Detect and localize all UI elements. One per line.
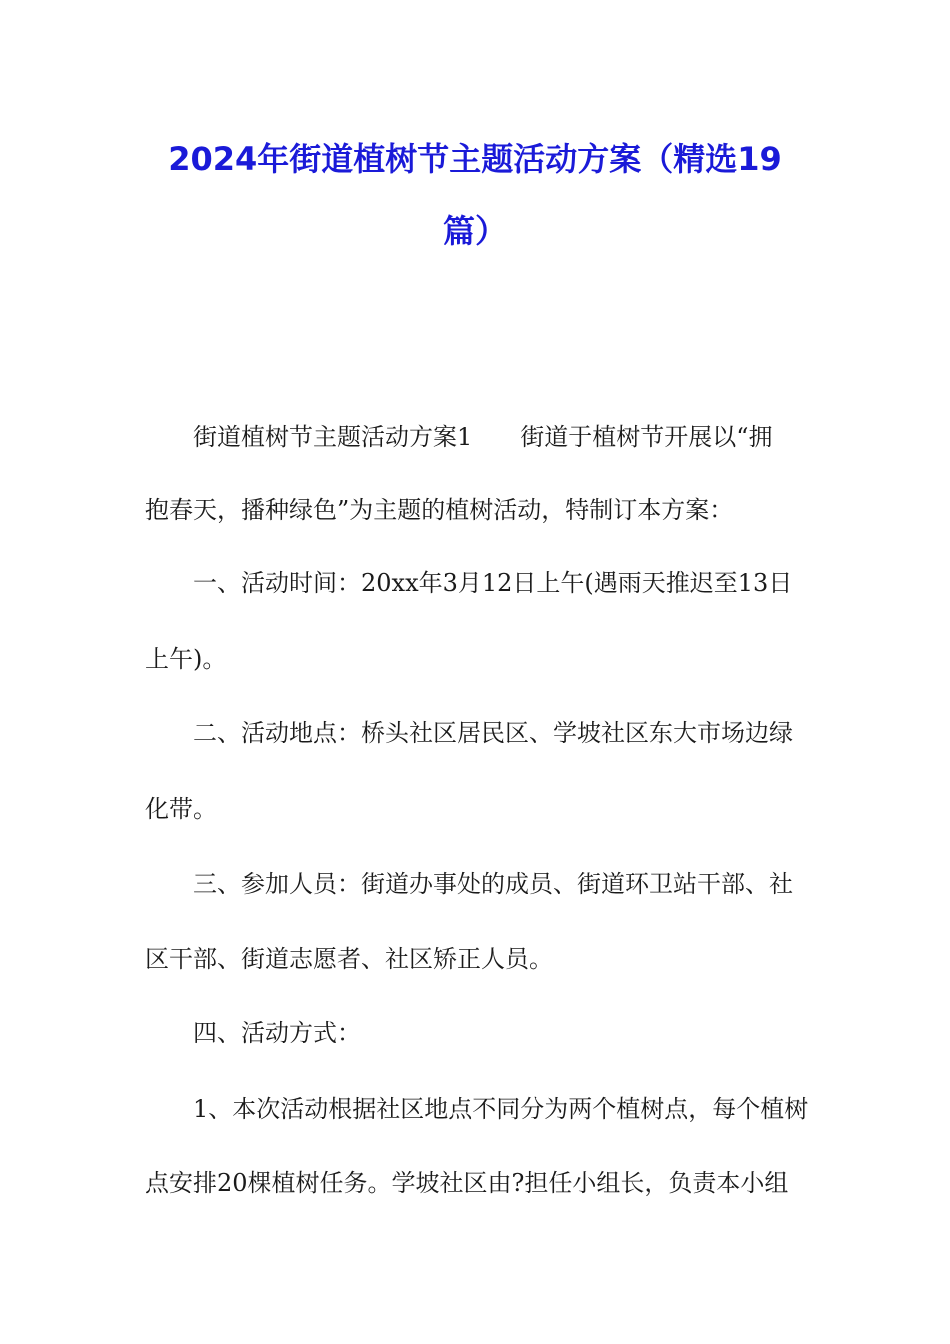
paragraph-line-7: 三、参加人员：街道办事处的成员、街道环卫站干部、社 bbox=[193, 870, 793, 898]
paragraph-line-6: 化带。 bbox=[145, 795, 217, 823]
paragraph-line-4: 上午)。 bbox=[145, 645, 227, 673]
paragraph-line-9: 四、活动方式： bbox=[193, 1019, 361, 1047]
document-title-line-2: 篇） bbox=[442, 212, 507, 250]
paragraph-line-10: 1、本次活动根据社区地点不同分为两个植树点，每个植树 bbox=[193, 1095, 809, 1123]
paragraph-line-1: 街道植树节主题活动方案1 街道于植树节开展以“拥 bbox=[193, 423, 773, 451]
paragraph-line-2: 抱春天，播种绿色”为主题的植树活动，特制订本方案： bbox=[145, 496, 734, 524]
paragraph-line-5: 二、活动地点：桥头社区居民区、学坡社区东大市场边绿 bbox=[193, 719, 793, 747]
paragraph-line-3: 一、活动时间：20xx年3月12日上午(遇雨天推迟至13日 bbox=[193, 569, 793, 597]
document-title-line-1: 2024年街道植树节主题活动方案（精选19 bbox=[168, 140, 782, 178]
paragraph-line-8: 区干部、街道志愿者、社区矫正人员。 bbox=[145, 945, 553, 973]
paragraph-line-11: 点安排20棵植树任务。学坡社区由?担任小组长，负责本小组 bbox=[145, 1169, 789, 1197]
